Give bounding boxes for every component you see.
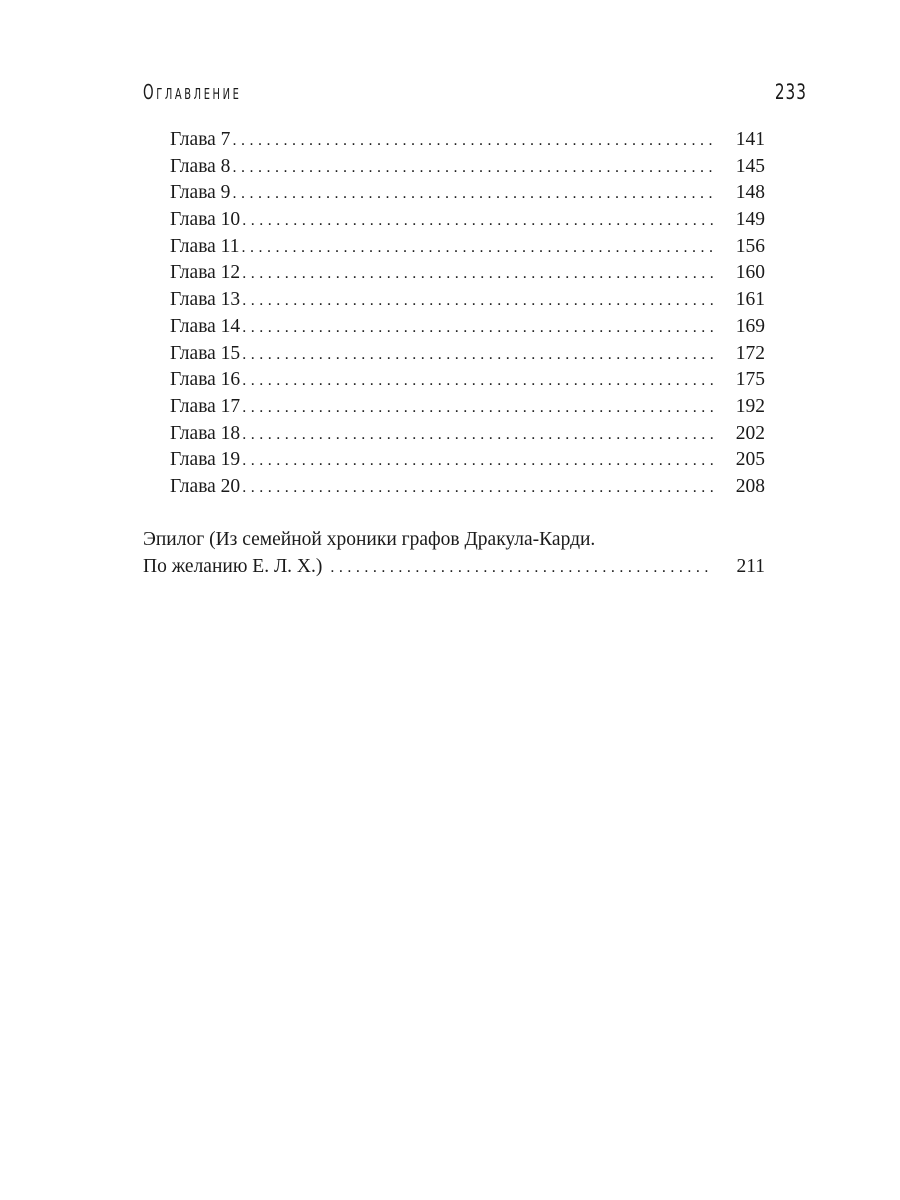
toc-entry-label: Глава 14 (170, 315, 241, 337)
toc-entry-label: Глава 15 (170, 342, 241, 364)
toc-entry-page: 172 (735, 342, 765, 364)
dot-leader (330, 554, 713, 581)
toc-entry (170, 207, 765, 234)
section-title: Оглавление (143, 80, 242, 105)
toc-entry-page: 148 (735, 182, 765, 204)
toc-entry-page: 169 (735, 315, 765, 337)
epilog-title-line1: Эпилог (Из семейной хроники графов Дракула-Карди. (143, 529, 596, 550)
toc-entry-page: 156 (735, 235, 765, 257)
toc-entry-label: Глава 17 (170, 395, 241, 417)
toc-entry-label: Глава 7 (170, 129, 231, 150)
toc-entry-label: Глава 9 (170, 182, 231, 204)
epilog-title-line2: По желанию Е. Л. Х.) (143, 556, 323, 577)
toc-entry (170, 260, 765, 287)
dot-leader (242, 448, 713, 475)
dot-leader (242, 395, 713, 422)
toc-entry-label: Глава 10 (170, 209, 241, 231)
toc-entry-page: 160 (735, 262, 765, 284)
dot-leader (242, 261, 713, 288)
toc-entry-page: 161 (735, 289, 765, 311)
toc-entry (170, 367, 765, 394)
toc-entry-label: Глава 16 (170, 369, 241, 391)
toc-entry (170, 447, 765, 474)
toc-entry-page: 208 (735, 475, 765, 497)
toc-entry (170, 154, 765, 181)
toc-entry (170, 341, 765, 368)
toc-entry (170, 474, 765, 501)
epilog-title-line2-row (143, 553, 765, 580)
toc-entry-label: Глава 11 (170, 235, 240, 257)
page-number: 233 (774, 80, 807, 105)
table-of-contents (170, 127, 765, 501)
toc-entry-page: 202 (735, 422, 765, 444)
toc-entry-label: Глава 18 (170, 422, 241, 444)
dot-leader (242, 208, 713, 235)
toc-entry-label: Глава 13 (170, 289, 241, 311)
toc-entry-label: Глава 19 (170, 449, 241, 471)
toc-entry-page: 145 (735, 155, 765, 177)
dot-leader (242, 342, 713, 369)
dot-leader (241, 235, 713, 262)
dot-leader (232, 155, 713, 182)
toc-entry-page: 149 (735, 209, 765, 231)
toc-entry-page: 141 (735, 129, 765, 150)
dot-leader (242, 288, 713, 315)
toc-entry (170, 314, 765, 341)
toc-entry (170, 287, 765, 314)
dot-leader (242, 475, 713, 502)
dot-leader (242, 422, 713, 449)
toc-entry-page: 175 (735, 369, 765, 391)
toc-entry-page: 192 (735, 395, 765, 417)
toc-entry-label: Глава 12 (170, 262, 241, 284)
toc-entry-label: Глава 8 (170, 155, 231, 177)
dot-leader (232, 181, 713, 208)
epilog-page: 211 (736, 556, 765, 577)
toc-entry (170, 421, 765, 448)
toc-entry (170, 394, 765, 421)
toc-entry (170, 127, 765, 154)
dot-leader (242, 368, 713, 395)
dot-leader (232, 128, 713, 155)
toc-entry (170, 180, 765, 207)
toc-entry-label: Глава 20 (170, 475, 241, 497)
running-header (143, 80, 807, 112)
toc-entry-page: 205 (735, 449, 765, 471)
toc-epilog-entry (143, 526, 765, 580)
dot-leader (242, 315, 713, 342)
toc-entry (170, 234, 765, 261)
